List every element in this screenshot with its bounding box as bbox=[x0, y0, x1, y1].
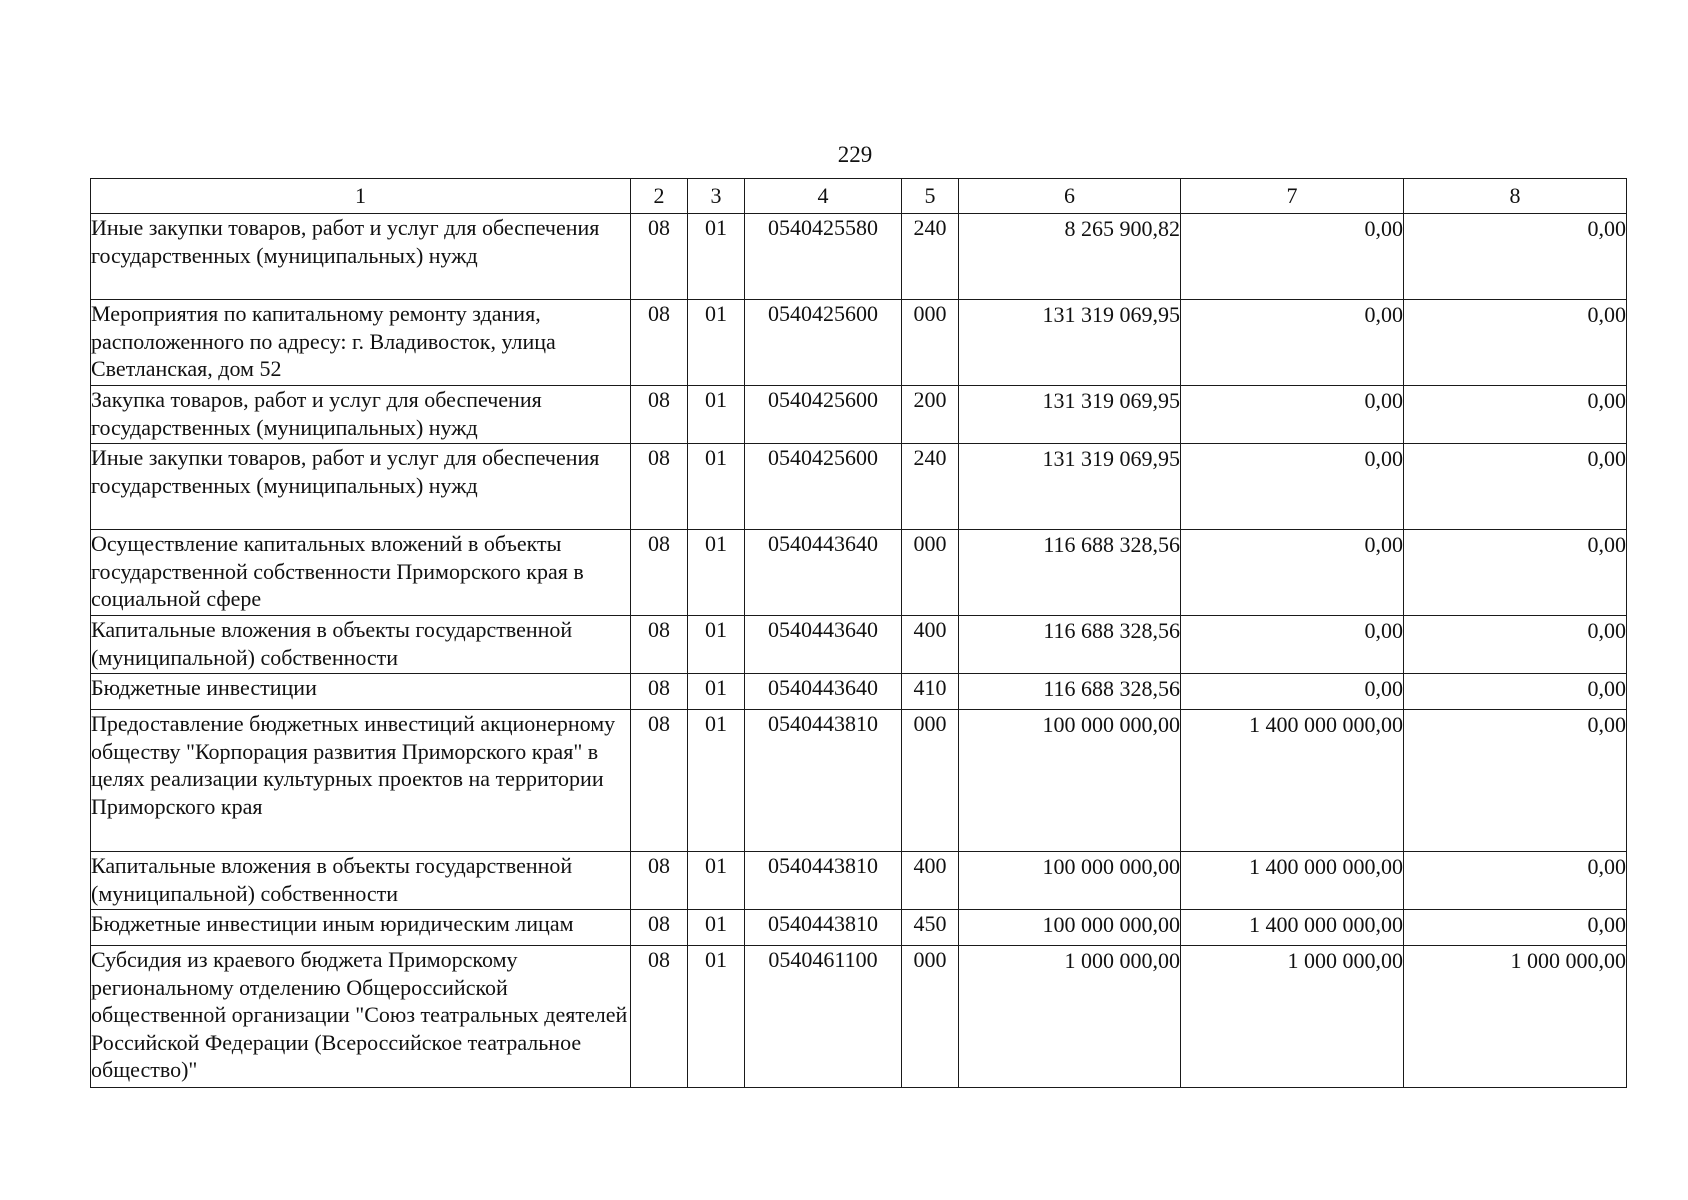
row-col3: 01 bbox=[688, 710, 745, 852]
row-col5: 000 bbox=[902, 946, 959, 1088]
row-name: Иные закупки товаров, работ и услуг для обеспечения государственных (муниципальных) нужд bbox=[91, 214, 631, 300]
row-col8: 0,00 bbox=[1404, 674, 1627, 710]
header-cell-5: 5 bbox=[902, 179, 959, 214]
row-col7: 0,00 bbox=[1181, 674, 1404, 710]
row-name: Осуществление капитальных вложений в объекты государственной собственности Приморского края в социальной сфере bbox=[91, 530, 631, 616]
row-col7: 1 000 000,00 bbox=[1181, 946, 1404, 1088]
row-col8: 1 000 000,00 bbox=[1404, 946, 1627, 1088]
row-col4: 0540443640 bbox=[745, 674, 902, 710]
row-col7: 0,00 bbox=[1181, 530, 1404, 616]
table-row bbox=[91, 214, 1627, 300]
row-col4: 0540461100 bbox=[745, 946, 902, 1088]
row-col4: 0540443810 bbox=[745, 910, 902, 946]
row-col3: 01 bbox=[688, 386, 745, 444]
row-col6: 100 000 000,00 bbox=[959, 710, 1181, 852]
row-name: Иные закупки товаров, работ и услуг для обеспечения государственных (муниципальных) нужд bbox=[91, 444, 631, 530]
row-col6: 100 000 000,00 bbox=[959, 852, 1181, 910]
row-col2: 08 bbox=[631, 910, 688, 946]
page-number: 229 bbox=[837, 142, 873, 167]
row-name: Бюджетные инвестиции иным юридическим лицам bbox=[91, 910, 631, 946]
row-col8: 0,00 bbox=[1404, 300, 1627, 386]
row-col5: 410 bbox=[902, 674, 959, 710]
header-cell-2: 2 bbox=[631, 179, 688, 214]
row-col7: 0,00 bbox=[1181, 386, 1404, 444]
row-col2: 08 bbox=[631, 300, 688, 386]
header-cell-1: 1 bbox=[91, 179, 631, 214]
row-col3: 01 bbox=[688, 910, 745, 946]
row-col6: 1 000 000,00 bbox=[959, 946, 1181, 1088]
row-col3: 01 bbox=[688, 674, 745, 710]
row-col6: 131 319 069,95 bbox=[959, 386, 1181, 444]
header-cell-7: 7 bbox=[1181, 179, 1404, 214]
table-row bbox=[91, 946, 1627, 1088]
row-col2: 08 bbox=[631, 616, 688, 674]
row-col6: 116 688 328,56 bbox=[959, 530, 1181, 616]
row-col5: 400 bbox=[902, 852, 959, 910]
row-col8: 0,00 bbox=[1404, 444, 1627, 530]
row-col7: 1 400 000 000,00 bbox=[1181, 910, 1404, 946]
row-col8: 0,00 bbox=[1404, 530, 1627, 616]
row-col5: 200 bbox=[902, 386, 959, 444]
row-col3: 01 bbox=[688, 946, 745, 1088]
header-cell-6: 6 bbox=[959, 179, 1181, 214]
row-col5: 240 bbox=[902, 214, 959, 300]
row-col2: 08 bbox=[631, 852, 688, 910]
row-col4: 0540443640 bbox=[745, 530, 902, 616]
row-name: Бюджетные инвестиции bbox=[91, 674, 631, 710]
table-row bbox=[91, 444, 1627, 530]
row-col2: 08 bbox=[631, 530, 688, 616]
header-cell-3: 3 bbox=[688, 179, 745, 214]
row-col3: 01 bbox=[688, 214, 745, 300]
row-col5: 240 bbox=[902, 444, 959, 530]
row-col2: 08 bbox=[631, 946, 688, 1088]
row-col8: 0,00 bbox=[1404, 214, 1627, 300]
table-row bbox=[91, 852, 1627, 910]
row-col5: 000 bbox=[902, 530, 959, 616]
row-col6: 8 265 900,82 bbox=[959, 214, 1181, 300]
row-col6: 100 000 000,00 bbox=[959, 910, 1181, 946]
row-col3: 01 bbox=[688, 530, 745, 616]
row-col4: 0540425600 bbox=[745, 300, 902, 386]
row-name: Капитальные вложения в объекты государственной (муниципальной) собственности bbox=[91, 852, 631, 910]
row-col8: 0,00 bbox=[1404, 852, 1627, 910]
row-col6: 116 688 328,56 bbox=[959, 674, 1181, 710]
table-row bbox=[91, 300, 1627, 386]
row-col8: 0,00 bbox=[1404, 616, 1627, 674]
row-col4: 0540443810 bbox=[745, 710, 902, 852]
header-cell-8: 8 bbox=[1404, 179, 1627, 214]
row-col5: 000 bbox=[902, 300, 959, 386]
row-col3: 01 bbox=[688, 616, 745, 674]
row-col8: 0,00 bbox=[1404, 910, 1627, 946]
table-row bbox=[91, 386, 1627, 444]
table-row bbox=[91, 530, 1627, 616]
row-col5: 400 bbox=[902, 616, 959, 674]
row-col4: 0540425600 bbox=[745, 386, 902, 444]
table-row bbox=[91, 710, 1627, 852]
row-col4: 0540443810 bbox=[745, 852, 902, 910]
row-col4: 0540425600 bbox=[745, 444, 902, 530]
row-col6: 116 688 328,56 bbox=[959, 616, 1181, 674]
row-col2: 08 bbox=[631, 214, 688, 300]
row-col7: 1 400 000 000,00 bbox=[1181, 710, 1404, 852]
row-name: Мероприятия по капитальному ремонту здания, расположенного по адресу: г. Владивосток, улица Светланская, дом 52 bbox=[91, 300, 631, 386]
row-name: Предоставление бюджетных инвестиций акционерному обществу "Корпорация развития Приморского края" в целях реализации культурных проектов на территории Приморского края bbox=[91, 710, 631, 852]
row-col2: 08 bbox=[631, 386, 688, 444]
row-col7: 0,00 bbox=[1181, 444, 1404, 530]
table-row bbox=[91, 616, 1627, 674]
row-col6: 131 319 069,95 bbox=[959, 300, 1181, 386]
header-row bbox=[91, 179, 1627, 214]
row-col7: 0,00 bbox=[1181, 300, 1404, 386]
row-name: Закупка товаров, работ и услуг для обеспечения государственных (муниципальных) нужд bbox=[91, 386, 631, 444]
row-col3: 01 bbox=[688, 852, 745, 910]
row-col7: 1 400 000 000,00 bbox=[1181, 852, 1404, 910]
row-name: Капитальные вложения в объекты государственной (муниципальной) собственности bbox=[91, 616, 631, 674]
header-cell-4: 4 bbox=[745, 179, 902, 214]
row-name: Субсидия из краевого бюджета Приморскому региональному отделению Общероссийской общественной организации "Союз театральных деятелей Российской Федерации (Всероссийское театральное общество)" bbox=[91, 946, 631, 1088]
row-col3: 01 bbox=[688, 300, 745, 386]
row-col8: 0,00 bbox=[1404, 386, 1627, 444]
row-col7: 0,00 bbox=[1181, 616, 1404, 674]
table-row bbox=[91, 910, 1627, 946]
row-col2: 08 bbox=[631, 444, 688, 530]
row-col5: 450 bbox=[902, 910, 959, 946]
row-col4: 0540425580 bbox=[745, 214, 902, 300]
row-col6: 131 319 069,95 bbox=[959, 444, 1181, 530]
row-col2: 08 bbox=[631, 674, 688, 710]
table-row bbox=[91, 674, 1627, 710]
row-col5: 000 bbox=[902, 710, 959, 852]
row-col4: 0540443640 bbox=[745, 616, 902, 674]
row-col8: 0,00 bbox=[1404, 710, 1627, 852]
budget-table bbox=[90, 178, 1627, 1088]
row-col3: 01 bbox=[688, 444, 745, 530]
table-body bbox=[91, 179, 1627, 1088]
row-col7: 0,00 bbox=[1181, 214, 1404, 300]
row-col2: 08 bbox=[631, 710, 688, 852]
